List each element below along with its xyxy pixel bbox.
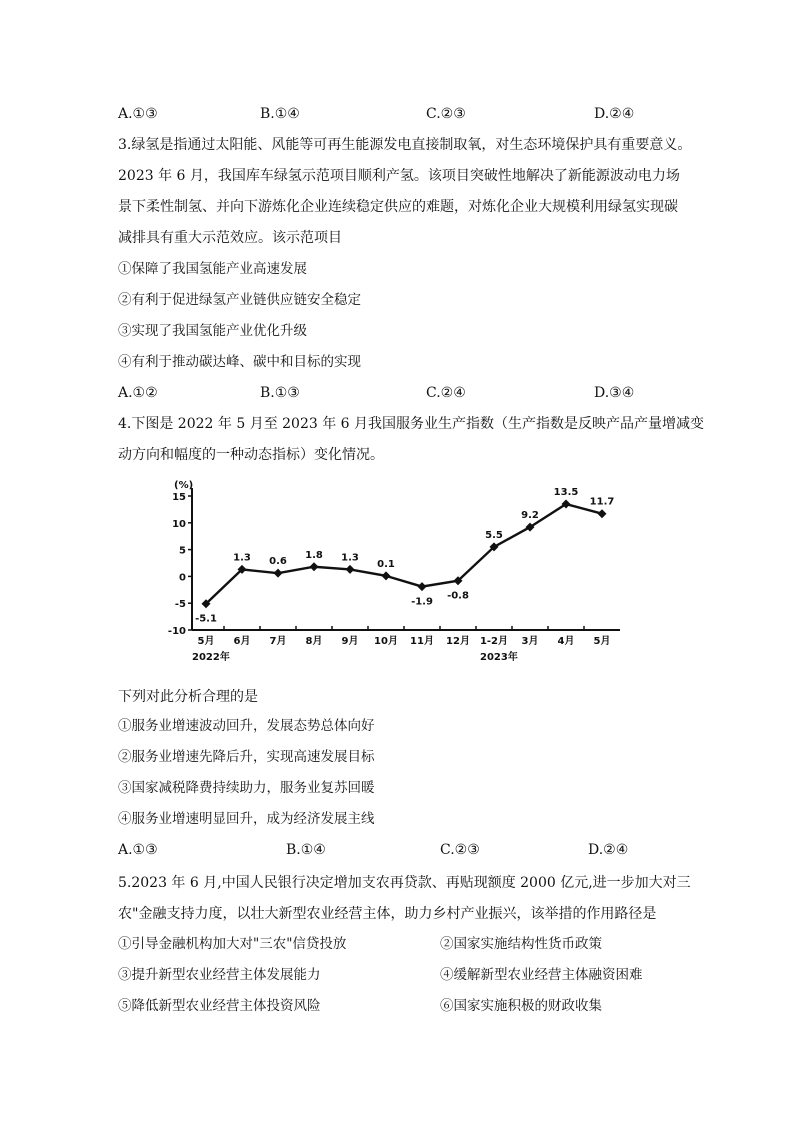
q4-question: 下列对此分析合理的是 (118, 689, 258, 705)
q5-stem-line: 5.2023 年 6 月,中国人民银行决定增加支农再贷款、再贴现额度 2000 亿元,进一步加大对三 (118, 875, 691, 891)
x-tick-label: 1-2月 (479, 636, 509, 647)
x-tick-label: 4月 (557, 636, 575, 647)
q4-stem-line: 动方向和幅度的一种动态指标）变化情况。 (118, 447, 384, 463)
q4-item: ④服务业增速明显回升，成为经济发展主线 (118, 811, 375, 827)
q2-options (118, 104, 678, 124)
option-d: D.②④ (588, 842, 629, 858)
q4-item: ③国家减税降费持续助力，服务业复苏回暖 (118, 780, 375, 796)
q3-options (118, 383, 678, 403)
year-label: 2022年 (192, 652, 230, 663)
data-label: 0.6 (269, 556, 287, 568)
option-d: D.②④ (594, 106, 635, 122)
q5-item: ②国家实施结构性货币政策 (440, 936, 602, 952)
data-label: 5.5 (485, 529, 503, 541)
q4-item: ②服务业增速先降后升，实现高速发展目标 (118, 749, 375, 765)
q3-stem-line: 3.绿氢是指通过太阳能、风能等可再生能源发电直接制取氧，对生态环境保护具有重要意义。 (118, 137, 692, 153)
option-c: C.②③ (440, 842, 480, 858)
y-tick-label: 15 (172, 492, 186, 503)
x-tick-label: 5月 (593, 636, 611, 647)
option-c: C.②③ (426, 106, 466, 122)
q4-options (118, 840, 678, 860)
q3-stem-line: 2023 年 6 月，我国库车绿氢示范项目顺利产氢。该项目突破性地解决了新能源波动电力场 (118, 168, 680, 184)
y-tick-label: -10 (168, 626, 186, 637)
q5-item: ⑥国家实施积极的财政收集 (440, 998, 602, 1014)
q3-item: ②有利于促进绿氢产业链供应链安全稳定 (118, 292, 361, 308)
data-label: -1.9 (411, 596, 433, 608)
option-d: D.③④ (594, 385, 635, 401)
data-label: 1.3 (233, 552, 251, 564)
q3-item: ①保障了我国氢能产业高速发展 (118, 261, 307, 277)
data-label: 11.7 (589, 496, 615, 508)
x-tick-label: 10月 (374, 636, 398, 647)
data-label: 0.1 (377, 558, 395, 570)
data-point (598, 509, 607, 518)
x-tick-label: 5月 (197, 636, 215, 647)
chart-marks (195, 487, 614, 625)
data-label: 1.8 (305, 549, 323, 561)
x-tick-label: 8月 (305, 636, 323, 647)
x-tick-label: 9月 (341, 636, 359, 647)
data-label: -0.8 (447, 590, 469, 602)
q3-item: ④有利于推动碳达峰、碳中和目标的实现 (118, 354, 361, 370)
q3-item: ③实现了我国氢能产业优化升级 (118, 323, 307, 339)
q5-item: ⑤降低新型农业经营主体投资风险 (118, 998, 321, 1014)
service-production-index-chart (168, 476, 638, 672)
x-tick-label: 6月 (233, 636, 251, 647)
y-tick-label: 10 (172, 518, 186, 530)
data-point (346, 565, 355, 574)
q4-item: ①服务业增速波动回升，发展态势总体向好 (118, 718, 375, 734)
q5-item: ③提升新型农业经营主体发展能力 (118, 967, 321, 983)
y-tick-label: -5 (174, 599, 186, 611)
q5-item: ①引导金融机构加大对"三农"信贷投放 (118, 936, 347, 952)
data-label: -5.1 (195, 613, 217, 625)
data-label: 13.5 (553, 487, 579, 499)
y-unit-label: (%) (174, 480, 194, 491)
y-tick-label: 0 (179, 572, 186, 584)
option-a: A.①③ (118, 106, 158, 122)
option-b: B.①④ (286, 842, 326, 858)
x-tick-label: 12月 (446, 636, 470, 647)
option-b: B.①④ (260, 106, 300, 122)
q4-stem-line: 4.下图是 2022 年 5 月至 2023 年 6 月我国服务业生产指数（生产指数是反映产品产量增减变 (118, 416, 705, 432)
series-line (206, 504, 602, 604)
y-tick-label: 5 (179, 545, 186, 557)
data-point (274, 569, 283, 578)
option-a: A.①② (118, 385, 158, 401)
option-b: B.①③ (260, 385, 300, 401)
x-tick-label: 3月 (521, 636, 539, 647)
data-point (418, 582, 427, 591)
q5-stem-line: 农"金融支持力度，以壮大新型农业经营主体，助力乡村产业振兴，该举措的作用路径是 (118, 906, 657, 922)
data-point (382, 571, 391, 580)
data-label: 1.3 (341, 552, 359, 564)
q3-stem-line: 景下柔性制氢、并向下游炼化企业连续稳定供应的难题，对炼化企业大规模利用绿氢实现碳 (118, 199, 678, 215)
option-c: C.②④ (426, 385, 466, 401)
data-point (310, 562, 319, 571)
q3-stem-line: 减排具有重大示范效应。该示范项目 (118, 230, 342, 246)
data-label: 9.2 (521, 510, 539, 522)
option-a: A.①③ (118, 842, 158, 858)
x-tick-label: 7月 (269, 636, 287, 647)
q5-item: ④缓解新型农业经营主体融资困难 (440, 967, 643, 983)
x-tick-label: 11月 (410, 636, 434, 647)
chart-axes (168, 480, 620, 663)
year-label: 2023年 (480, 652, 518, 663)
